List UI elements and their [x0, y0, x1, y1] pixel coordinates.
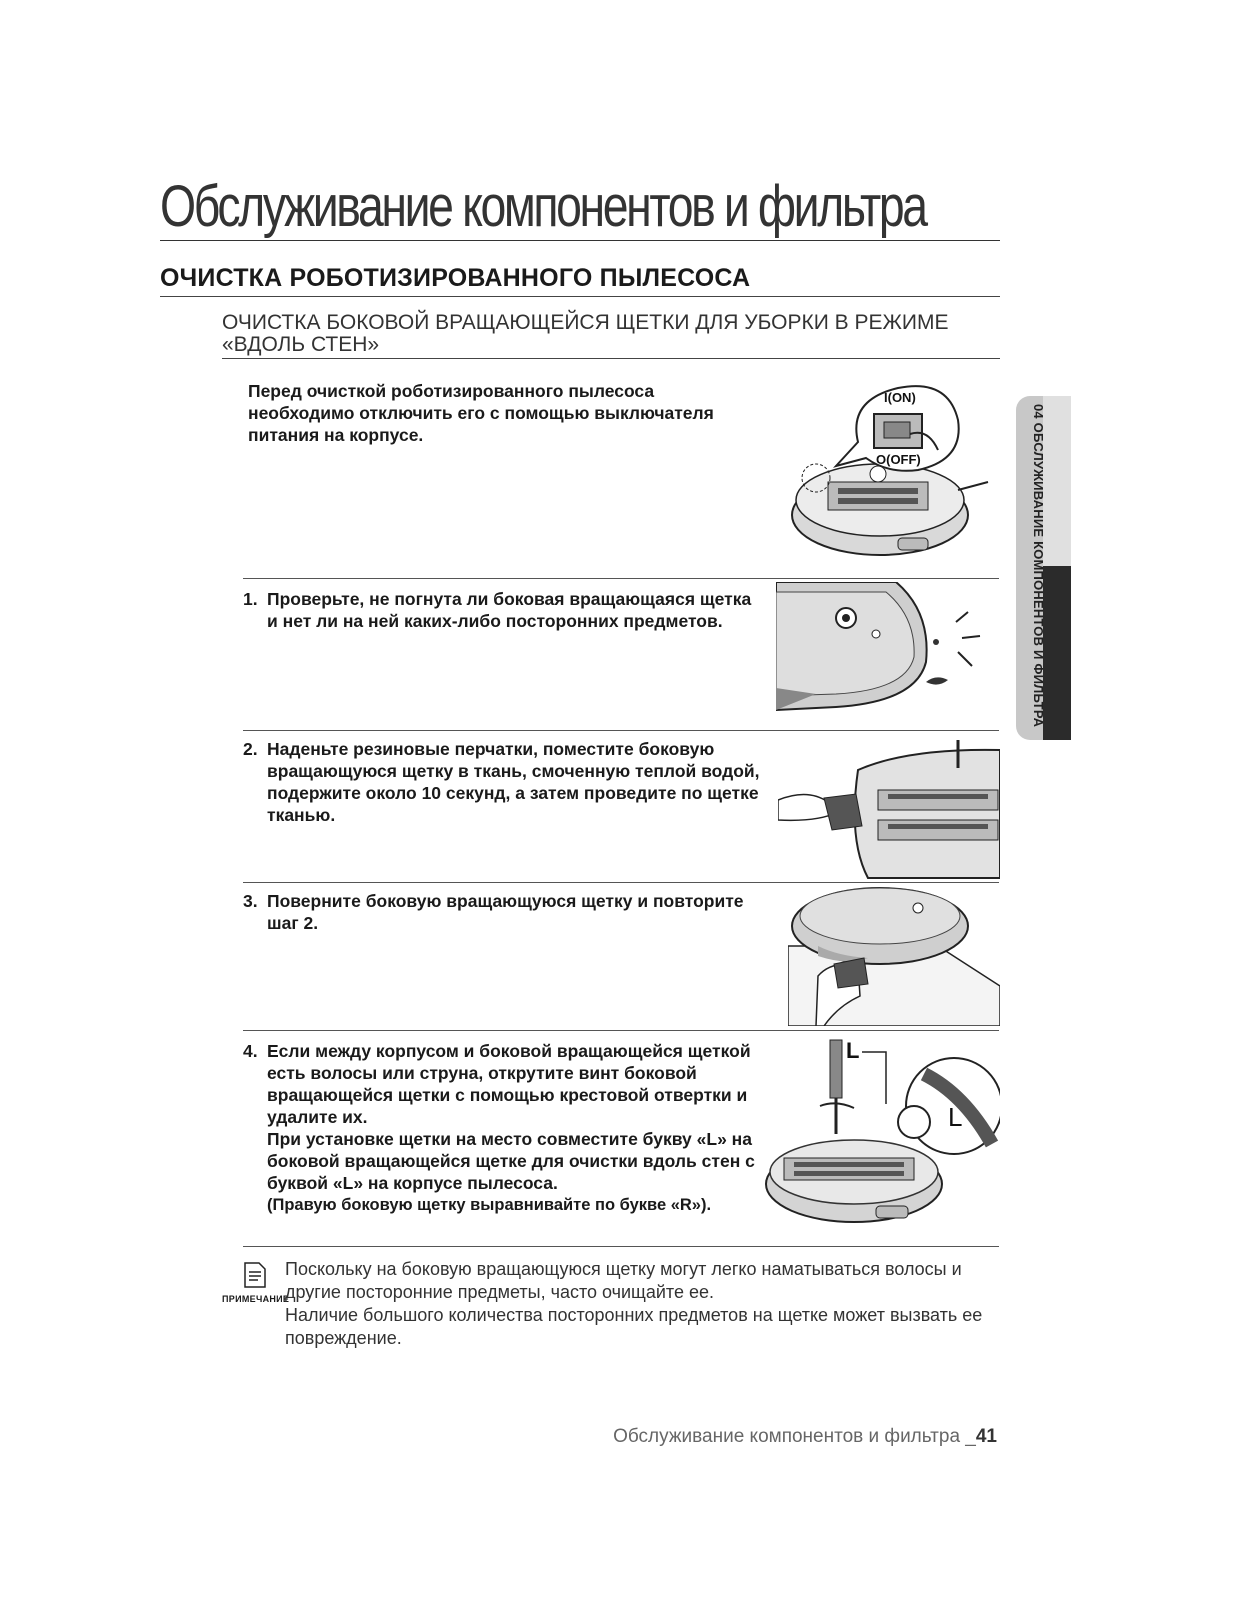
switch-off-label: O(OFF)	[876, 452, 921, 467]
page-footer	[613, 1426, 997, 1448]
power-switch-illustration	[788, 370, 1000, 570]
step-divider	[243, 730, 999, 731]
page-number: 41	[975, 1426, 997, 1447]
note-line: Наличие большого количества посторонних предметов на щетке может вызвать ее повреждение.	[285, 1305, 983, 1348]
step-number: 4.	[243, 1041, 258, 1061]
section-title: ОЧИСТКА РОБОТИЗИРОВАННОГО ПЫЛЕСОСА	[160, 264, 751, 292]
footer-text: Обслуживание компонентов и фильтра _	[613, 1426, 976, 1447]
step-text: Проверьте, не погнута ли боковая вращающаяся щетка и нет ли на ней каких-либо посторонних предметов.	[267, 589, 752, 631]
note-icon	[244, 1262, 266, 1288]
step-divider	[243, 578, 999, 579]
chapter-tab-highlight	[1043, 396, 1071, 566]
note-line: Поскольку на боковую вращающуюся щетку могут легко наматываться волосы и другие посторонние предметы, часто очищайте ее.	[285, 1259, 962, 1302]
note-divider	[243, 1246, 999, 1247]
step-note-text: (Правую боковую щетку выравнивайте по букве «R»).	[267, 1196, 712, 1214]
step-divider	[243, 1030, 999, 1031]
note-text	[285, 1258, 1005, 1350]
subsection-divider	[222, 358, 1000, 359]
cloth-cleaning-illustration	[778, 740, 1000, 880]
subsection-title: ОЧИСТКА БОКОВОЙ ВРАЩАЮЩЕЙСЯ ЩЕТКИ ДЛЯ УБОРКИ В РЕЖИМЕ «ВДОЛЬ СТЕН»	[222, 311, 949, 356]
section-divider	[160, 296, 1000, 297]
note-label: ПРИМЕЧАНИЕ	[222, 1294, 290, 1304]
step-number: 2.	[243, 739, 258, 759]
rotate-brush-illustration	[788, 886, 1000, 1026]
label-letter-l: L	[846, 1038, 860, 1063]
page-title: Обслуживание компонентов и фильтра	[160, 174, 926, 239]
intro-text: Перед очисткой роботизированного пылесоса необходимо отключить его с помощью выключателя питания на корпусе.	[248, 381, 714, 445]
chapter-tab-marker	[1043, 566, 1071, 740]
step-text: Наденьте резиновые перчатки, поместите боковую вращающуюся щетку в ткань, смоченную теплой водой, подержите около 10 секунд, а затем проведите по щетке тканью.	[267, 739, 760, 825]
step-number: 3.	[243, 891, 258, 911]
title-divider	[160, 240, 1000, 241]
screwdriver-illustration	[764, 1034, 1000, 1228]
switch-on-label: I(ON)	[884, 390, 916, 405]
step-extra-text: При установке щетки на место совместите букву «L» на боковой вращающейся щетке для очистки вдоль стен с буквой «L» на корпусе пылесоса.	[267, 1129, 755, 1193]
chapter-tab-label: 04 ОБСЛУЖИВАНИЕ КОМПОНЕНТОВ И ФИЛЬТРА	[1031, 404, 1046, 728]
brush-inspection-illustration	[776, 582, 998, 722]
step-text: Поверните боковую вращающуюся щетку и повторите шаг 2.	[267, 891, 744, 933]
label-letter-l-zoom: L	[948, 1102, 963, 1132]
step-text: Если между корпусом и боковой вращающейся щеткой есть волосы или струна, открутите винт боковой вращающейся щетки с помощью крестовой отвертки и удалите их.	[267, 1041, 751, 1127]
step-number: 1.	[243, 589, 258, 609]
step-divider	[243, 882, 999, 883]
